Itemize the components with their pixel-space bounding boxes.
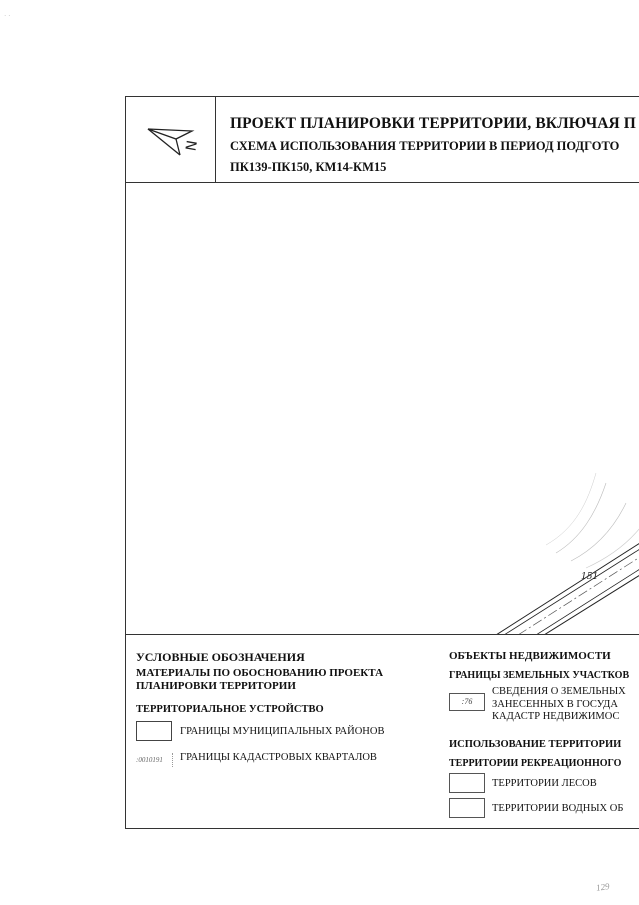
legend-title: УСЛОВНЫЕ ОБОЗНАЧЕНИЯ	[136, 650, 305, 664]
cadastral-label: ГРАНИЦЫ КАДАСТРОВЫХ КВАРТАЛОВ	[180, 752, 377, 763]
info-line1: СВЕДЕНИЯ О ЗЕМЕЛЬНЫХ	[492, 686, 626, 697]
scheme-title: СХЕМА ИСПОЛЬЗОВАНИЯ ТЕРРИТОРИИ В ПЕРИОД ПОДГОТО	[230, 139, 620, 153]
page-number: 129	[595, 881, 611, 893]
forest-swatch	[449, 773, 485, 793]
section-range: ПК139-ПК150, КМ14-КМ15	[230, 160, 387, 174]
picket-label: 151	[581, 572, 599, 582]
land-plot-info	[492, 686, 626, 724]
usage-title: ИСПОЛЬЗОВАНИЕ ТЕРРИТОРИИ	[449, 739, 622, 750]
recreation-title: ТЕРРИТОРИИ РЕКРЕАЦИОННОГО	[449, 758, 622, 769]
legend-subtitle-line1: МАТЕРИАЛЫ ПО ОБОСНОВАНИЮ ПРОЕКТА	[136, 667, 384, 679]
municipal-border-label: ГРАНИЦЫ МУНИЦИПАЛЬНЫХ РАЙОНОВ	[180, 726, 385, 737]
info-line2: ЗАНЕСЕННЫХ В ГОСУДА	[492, 698, 618, 710]
land-plots-title: ГРАНИЦЫ ЗЕМЕЛЬНЫХ УЧАСТКОВ	[449, 670, 630, 681]
title-text	[230, 115, 636, 175]
legend	[126, 635, 639, 830]
water-label: ТЕРРИТОРИИ ВОДНЫХ ОБ	[492, 803, 624, 814]
land-plot-swatch: :76	[449, 693, 485, 711]
drawing-sheet	[125, 96, 639, 829]
north-arrow-cell	[126, 97, 216, 183]
water-swatch	[449, 798, 485, 818]
map-area	[126, 183, 639, 635]
north-arrow-icon	[144, 121, 204, 161]
project-title: ПРОЕКТ ПЛАНИРОВКИ ТЕРРИТОРИИ, ВКЛЮЧАЯ П	[230, 115, 636, 132]
legend-subtitle	[136, 667, 416, 693]
title-block	[126, 97, 639, 183]
scan-mark: · ·	[4, 12, 11, 20]
legend-subtitle-line2: ПЛАНИРОВКИ ТЕРРИТОРИИ	[136, 680, 296, 692]
municipal-border-swatch	[136, 721, 172, 741]
section-territorial: ТЕРРИТОРИАЛЬНОЕ УСТРОЙСТВО	[136, 704, 324, 715]
cadastral-swatch: :0010191	[136, 753, 173, 767]
north-label: N	[183, 139, 202, 153]
map-drawing	[126, 183, 639, 635]
realty-title: ОБЪЕКТЫ НЕДВИЖИМОСТИ	[449, 650, 611, 662]
forest-label: ТЕРРИТОРИИ ЛЕСОВ	[492, 778, 597, 789]
info-line3: КАДАСТР НЕДВИЖИМОС	[492, 711, 620, 722]
